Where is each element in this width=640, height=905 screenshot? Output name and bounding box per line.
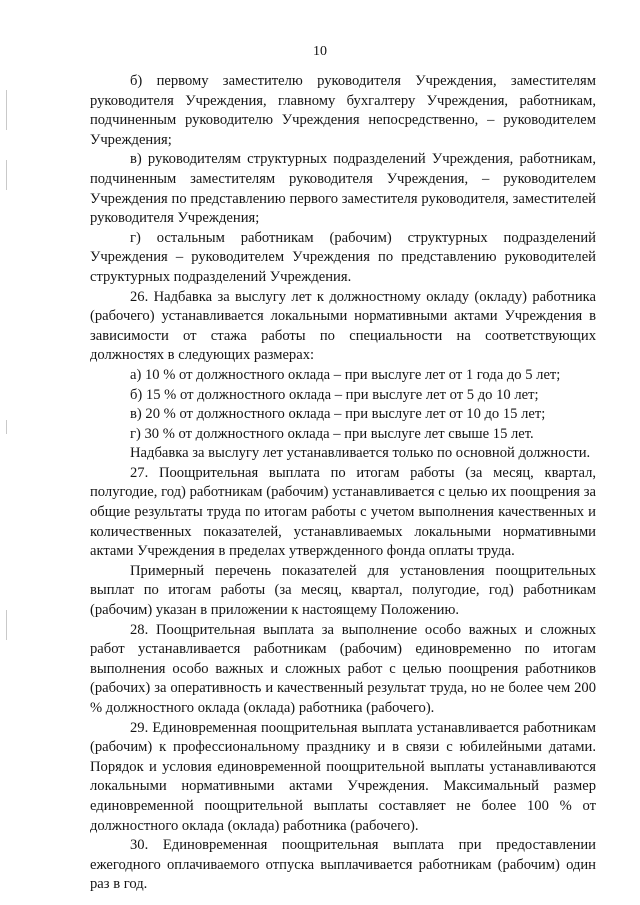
document-body (90, 72, 596, 895)
list-item-v-20-percent: в) 20 % от должностного оклада – при выслуге лет от 10 до 15 лет; (130, 406, 546, 423)
paragraph-30-vacation-payment: 30. Единовременная поощрительная выплата при предоставлении ежегодного оплачиваемого отпуска выплачивается работникам (рабочим) один раз в год. (90, 837, 596, 893)
paragraph-indicator-list: Примерный перечень показателей для установления поощрительных выплат по итогам работы (за месяц, квартал, полугодие, год) работникам (рабочим) указан в приложении к настоящему Положению. (90, 562, 596, 619)
paragraph-28-important-work-payment: 28. Поощрительная выплата за выполнение особо важных и сложных работ устанавливается работникам (рабочим) единовременно по итогам выполнения особо важных и сложных работ с целью поощрения работников (рабочих) за оперативность и качественный результат труда, но не более чем 200 % должностного оклада (оклада) работника (рабочего). (90, 621, 596, 716)
paragraph-b-first-deputy: б) первому заместителю руководителя Учреждения, заместителям руководителя Учреждения, главному бухгалтеру Учреждения, работникам, подчиненным руководителю Учреждения непосредственно, – руководителем Учреждения; (90, 73, 596, 148)
page-number: 10 (313, 44, 327, 59)
list-item-b-15-percent: б) 15 % от должностного оклада – при выслуге лет от 5 до 10 лет; (130, 386, 539, 403)
paragraph-v-heads-of-units: в) руководителям структурных подразделений Учреждения, работникам, подчиненным заместителям руководителя Учреждения, – руководителем Учреждения по представлению первого заместителя руководителя, заместителей руководителя Учреждения; (90, 151, 596, 227)
paragraph-g-other-workers: г) остальным работникам (рабочим) структурных подразделений Учреждения – руководителем Учреждения по представлению руководителей структурных подразделений Учреждения. (90, 229, 596, 285)
paragraph-29-one-time-payment: 29. Единовременная поощрительная выплата устанавливается работникам (рабочим) к профессиональному празднику и в связи с юбилейными датами. Порядок и условия единовременной поощрительной выплаты устанавливаются локальными нормативными актами Учреждения. Максимальный размер единовременной поощрительной выплаты составляет не более 100 % от должностного оклада (оклада) работника (рабочего). (90, 719, 596, 834)
list-item-g-30-percent: г) 30 % от должностного оклада – при выслуге лет свыше 15 лет. (130, 425, 534, 442)
paragraph-seniority-main-position: Надбавка за выслугу лет устанавливается только по основной должности. (130, 445, 591, 462)
list-item-a-10-percent: а) 10 % от должностного оклада – при выслуге лет от 1 года до 5 лет; (130, 366, 561, 383)
paragraph-27-performance-payment: 27. Поощрительная выплата по итогам работы (за месяц, квартал, полугодие, год) работникам (рабочим) устанавливается с целью их поощрения за общие результаты труда по итогам работы с учетом выполнения качественных и количественных показателей, устанавливаемых локальными нормативными актами Учреждения в пределах утвержденного фонда оплаты труда. (90, 464, 596, 560)
scan-margin-marks (4, 90, 10, 850)
paragraph-26-seniority-bonus: 26. Надбавка за выслугу лет к должностному окладу (окладу) работника (рабочего) устанавливается локальными нормативными актами Учреждения в зависимости от стажа работы по специальности на соответствующих должностях в следующих размерах: (90, 288, 596, 364)
